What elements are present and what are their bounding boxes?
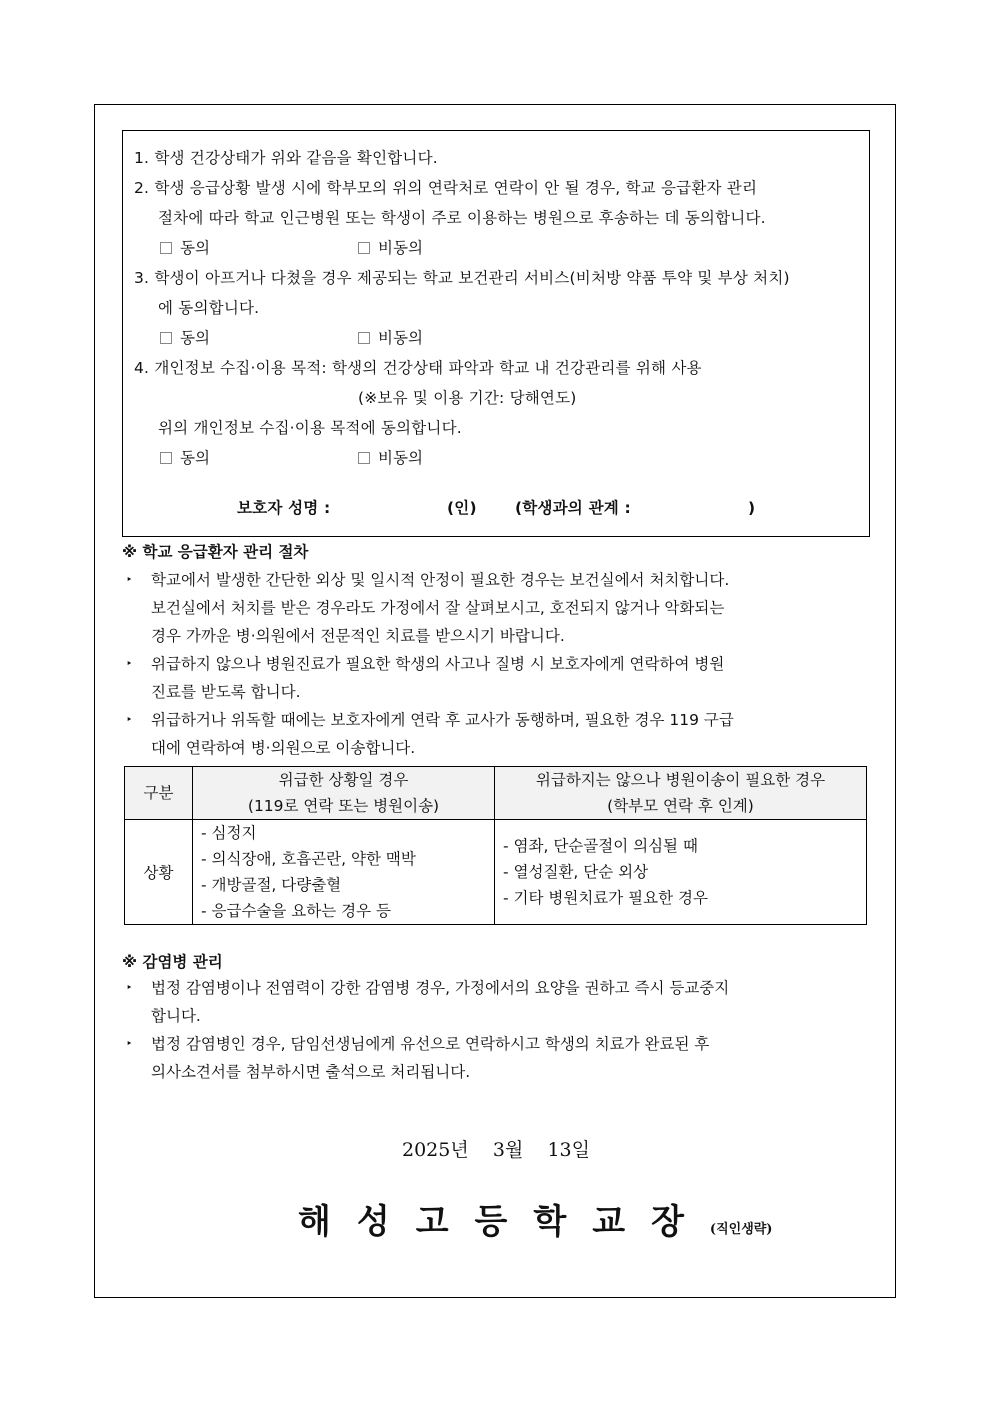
urgent-cell bbox=[193, 820, 495, 925]
list-item: - 응급수술을 요하는 경우 등 bbox=[201, 902, 392, 920]
header-nonurgent: 위급하지는 않으나 병원이송이 필요한 경우 (학부모 연락 후 인계) bbox=[495, 767, 867, 820]
consent-item-4-agree-text: 위의 개인정보 수집·이용 목적에 동의합니다. bbox=[158, 419, 462, 437]
list-item: - 개방골절, 다량출혈 bbox=[201, 876, 342, 894]
bullet-icon: ‣ bbox=[126, 981, 133, 994]
checkbox-icon[interactable] bbox=[358, 242, 370, 254]
retention-period: (※보유 및 이용 기간: 당해연도) bbox=[358, 389, 577, 407]
list-item: - 염좌, 단순골절이 의심될 때 bbox=[503, 837, 698, 855]
list-item: - 열성질환, 단순 외상 bbox=[503, 863, 649, 881]
school-signature bbox=[298, 1194, 772, 1243]
seal-label: (인) bbox=[447, 499, 477, 517]
bullet-icon: ‣ bbox=[126, 713, 133, 726]
agree-option[interactable]: 동의 bbox=[160, 328, 210, 348]
relation-close: ) bbox=[748, 499, 756, 517]
document-date: 2025년 3월 13일 bbox=[402, 1139, 590, 1161]
seal-omitted-note: (직인생략) bbox=[709, 1222, 773, 1237]
agree-option[interactable]: 동의 bbox=[160, 238, 210, 258]
list-item: - 심정지 bbox=[201, 824, 257, 842]
checkbox-icon[interactable] bbox=[160, 452, 172, 464]
checkbox-icon[interactable] bbox=[358, 332, 370, 344]
agree-option[interactable]: 동의 bbox=[160, 448, 210, 468]
consent-item-4: 4. 개인정보 수집·이용 목적: 학생의 건강상태 파악과 학교 내 건강관리를 위해 사용 bbox=[134, 359, 702, 377]
list-item: - 의식장애, 호흡곤란, 약한 맥박 bbox=[201, 850, 416, 868]
checkbox-icon[interactable] bbox=[160, 332, 172, 344]
table-header-row bbox=[125, 767, 867, 820]
consent-item-2-cont: 절차에 따라 학교 인근병원 또는 학생이 주로 이용하는 병원으로 후송하는 데 동의합니다. bbox=[158, 209, 766, 227]
disagree-option[interactable]: 비동의 bbox=[358, 328, 423, 348]
bullet-icon: ‣ bbox=[126, 573, 133, 586]
row-label: 상황 bbox=[125, 820, 193, 925]
disagree-option[interactable]: 비동의 bbox=[358, 238, 423, 258]
header-category: 구분 bbox=[125, 767, 193, 820]
relation-label: (학생과의 관계 : bbox=[515, 499, 631, 517]
header-urgent: 위급한 상황일 경우 (119로 연락 또는 병원이송) bbox=[193, 767, 495, 820]
checkbox-icon[interactable] bbox=[358, 452, 370, 464]
disagree-option[interactable]: 비동의 bbox=[358, 448, 423, 468]
table-row bbox=[125, 820, 867, 925]
school-head-name: 해성고등학교장 bbox=[298, 1202, 710, 1242]
consent-item-1: 1. 학생 건강상태가 위와 같음을 확인합니다. bbox=[134, 149, 438, 167]
emergency-procedure-table bbox=[124, 766, 867, 925]
consent-item-3-cont: 에 동의합니다. bbox=[158, 299, 260, 317]
consent-item-3: 3. 학생이 아프거나 다쳤을 경우 제공되는 학교 보건관리 서비스(비처방 약품 투약 및 부상 처치) bbox=[134, 269, 790, 287]
list-item: - 기타 병원치료가 필요한 경우 bbox=[503, 889, 708, 907]
bullet-icon: ‣ bbox=[126, 1037, 133, 1050]
guardian-name-label: 보호자 성명 : bbox=[237, 499, 331, 517]
checkbox-icon[interactable] bbox=[160, 242, 172, 254]
bullet-icon: ‣ bbox=[126, 657, 133, 670]
emergency-section-title: ※ 학교 응급환자 관리 절차 bbox=[122, 543, 309, 561]
consent-item-2: 2. 학생 응급상황 발생 시에 학부모의 위의 연락처로 연락이 안 될 경우, 학교 응급환자 관리 bbox=[134, 179, 758, 197]
infection-section-title: ※ 감염병 관리 bbox=[122, 953, 223, 971]
nonurgent-cell bbox=[495, 820, 867, 925]
